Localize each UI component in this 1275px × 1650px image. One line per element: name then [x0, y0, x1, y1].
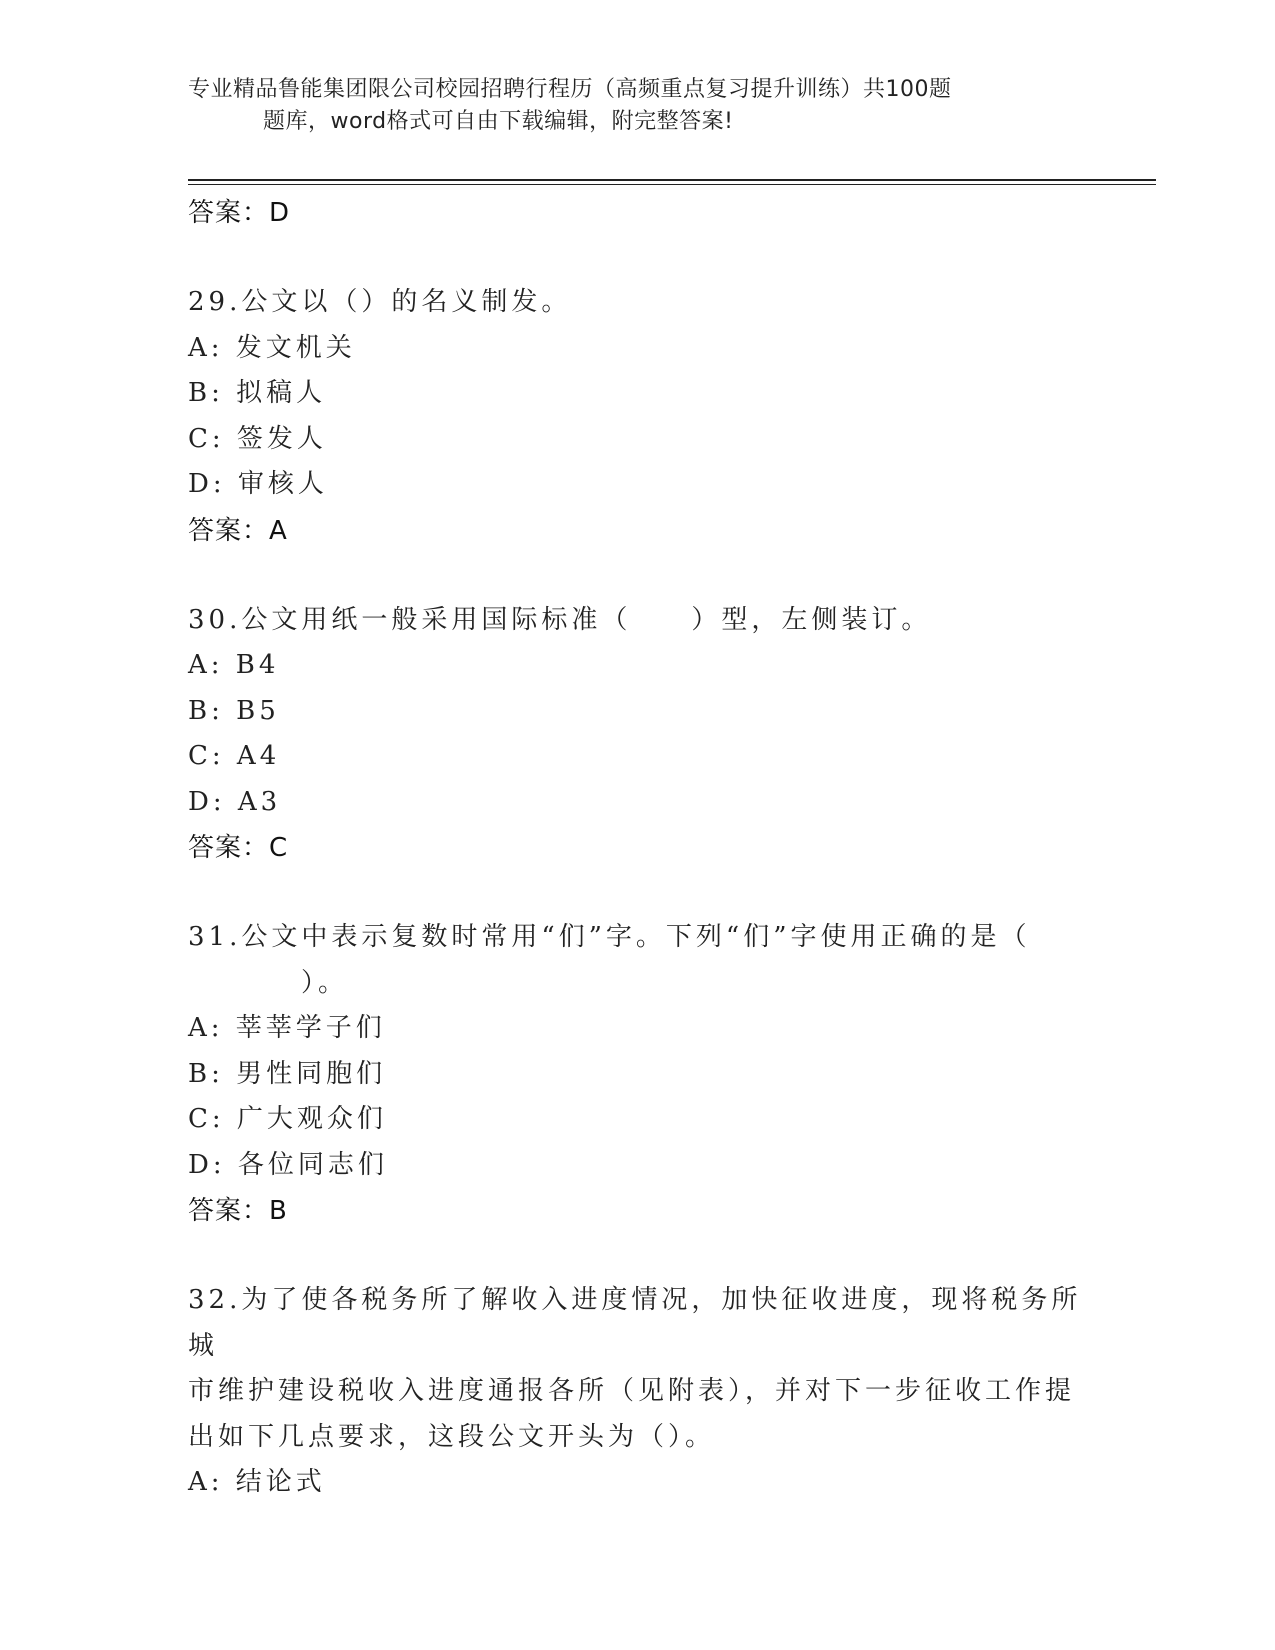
answer-line: 答案：B [188, 1196, 288, 1226]
question-text [188, 1278, 1088, 1460]
answer-line: 答案：A [188, 515, 288, 546]
question-text [188, 598, 1088, 644]
option-a: A: 结论式 [188, 1467, 326, 1497]
answer-line: 答案：D [188, 198, 291, 228]
option-d: D: 审核人 [188, 469, 328, 499]
header-rule-thin [188, 184, 1156, 185]
question-text-line: ）。 [301, 967, 349, 998]
question-text-line: 29.公文以（）的名义制发。 [188, 287, 572, 317]
option-b: B: 男性同胞们 [188, 1058, 387, 1089]
option-c: C: 签发人 [188, 423, 327, 454]
option-b: B: 拟稿人 [188, 378, 327, 408]
header-title-line1: 专业精品鲁能集团限公司校园招聘行程历（高频重点复习提升训练）共100题 [188, 77, 952, 102]
option-c: C: 广大观众们 [188, 1104, 387, 1134]
question-text-line: 市维护建设税收入进度通报各所（见附表），并对下一步征收工作提 [188, 1376, 1076, 1406]
option-b: B: B5 [188, 695, 280, 726]
question-text-line: 31.公文中表示复数时常用“们”字。下列“们”字使用正确的是（ [188, 922, 1031, 952]
question-block [188, 280, 1088, 554]
header-rule-thick [188, 179, 1156, 181]
option-a: A: 发文机关 [188, 332, 356, 363]
question-text-line: 出如下几点要求，这段公文开头为（）。 [188, 1421, 716, 1452]
question-block [188, 1278, 1088, 1506]
header-title-line2: 题库，word格式可自由下载编辑，附完整答案! [263, 109, 734, 134]
question-text-line: 32.为了使各税务所了解收入进度情况，加快征收进度，现将税务所城 [188, 1285, 1082, 1361]
option-a: A: B4 [188, 650, 280, 680]
option-a: A: 莘莘学子们 [188, 1013, 386, 1043]
question-block [188, 915, 1088, 1234]
question-text [188, 915, 1088, 1006]
option-c: C: A4 [188, 741, 281, 771]
answer-line: 答案：C [188, 833, 289, 863]
option-d: D: A3 [188, 786, 282, 817]
question-text-line: 30.公文用纸一般采用国际标准（ ）型，左侧装订。 [188, 604, 932, 635]
question-block [188, 598, 1088, 872]
option-d: D: 各位同志们 [188, 1149, 388, 1180]
document-header [188, 74, 1048, 138]
document-body [188, 190, 1088, 1506]
question-text [188, 280, 1088, 326]
